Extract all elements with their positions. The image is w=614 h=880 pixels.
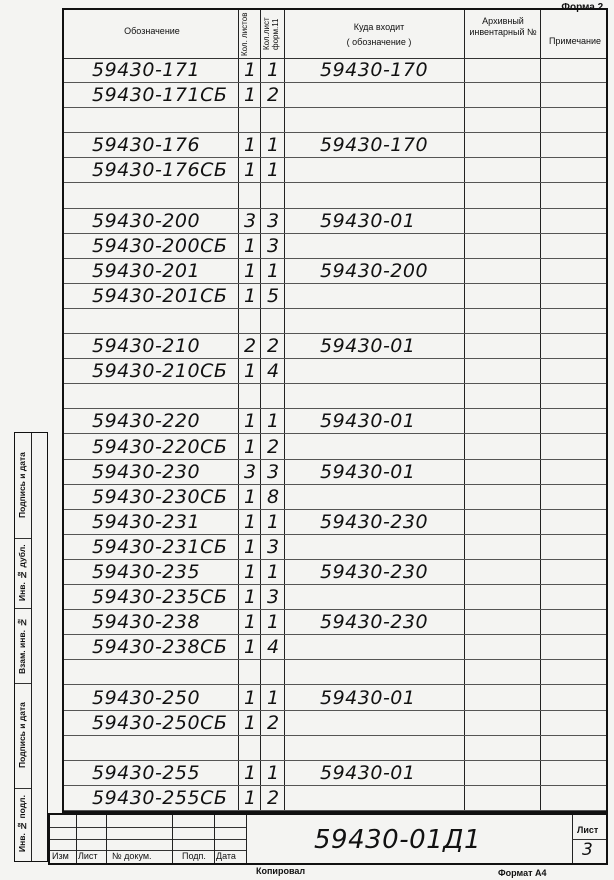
row-where-used: 59430-01 xyxy=(320,761,416,784)
stamp-col-line xyxy=(214,815,215,863)
row-designation: 59430-171СБ xyxy=(92,84,228,107)
side-label-original-inv: Инв. № подл. xyxy=(17,795,27,853)
side-label-signature-date-bottom: Подпись и дата xyxy=(17,702,27,769)
row-sheets: 1 xyxy=(244,234,257,257)
row-designation: 59430-200 xyxy=(92,209,201,232)
stamp-label-date: Дата xyxy=(216,851,236,861)
table-row xyxy=(64,83,606,108)
row-sheets: 1 xyxy=(244,786,257,809)
side-strip-divider xyxy=(31,433,32,861)
row-designation: 59430-200СБ xyxy=(92,234,228,257)
row-copies: 3 xyxy=(267,535,280,558)
row-sheets: 1 xyxy=(244,561,257,583)
row-designation: 59430-201 xyxy=(92,259,201,282)
row-designation: 59430-220СБ xyxy=(92,435,228,458)
row-copies: 1 xyxy=(267,410,280,433)
row-copies: 2 xyxy=(267,335,280,358)
table-row xyxy=(64,610,606,635)
header-sheet-count: Кол. листов xyxy=(240,12,249,56)
table-row xyxy=(64,736,606,761)
row-sheets: 1 xyxy=(244,586,257,609)
row-designation: 59430-201СБ xyxy=(92,284,228,307)
row-copies: 2 xyxy=(267,711,280,734)
row-copies: 1 xyxy=(267,686,280,709)
header-note: Примечание xyxy=(548,36,602,46)
row-sheets: 1 xyxy=(244,485,257,508)
row-copies: 2 xyxy=(267,435,280,458)
side-stamp-strip xyxy=(14,432,48,862)
row-designation: 59430-230СБ xyxy=(92,485,228,508)
table-row xyxy=(64,108,606,133)
table-row xyxy=(64,58,606,83)
table-row xyxy=(64,234,606,259)
stamp-row-line xyxy=(50,839,246,840)
title-block-stamp xyxy=(48,813,608,865)
stamp-col-line xyxy=(172,815,173,863)
row-sheets: 1 xyxy=(244,611,257,634)
row-copies: 1 xyxy=(267,761,280,784)
row-sheets: 1 xyxy=(244,284,257,307)
row-designation: 59430-238 xyxy=(92,611,201,634)
stamp-col-line xyxy=(76,815,77,863)
row-where-used: 59430-200 xyxy=(320,259,429,282)
table-row xyxy=(64,384,606,409)
row-sheets: 3 xyxy=(244,209,257,232)
table-row xyxy=(64,686,606,711)
row-sheets: 2 xyxy=(244,335,257,358)
stamp-sheet-number: 3 xyxy=(582,840,594,860)
stamp-label-signature: Подп. xyxy=(182,851,206,861)
row-designation: 59430-235СБ xyxy=(92,586,228,609)
table-row xyxy=(64,711,606,736)
table-row xyxy=(64,560,606,585)
row-where-used: 59430-170 xyxy=(320,134,429,157)
row-designation: 59430-250 xyxy=(92,686,201,709)
row-copies: 1 xyxy=(267,59,280,81)
row-copies: 3 xyxy=(267,586,280,609)
side-label-signature-date-top: Подпись и дата xyxy=(17,452,27,519)
table-row xyxy=(64,510,606,535)
row-where-used: 59430-01 xyxy=(320,460,416,483)
row-copies: 2 xyxy=(267,786,280,809)
table-row xyxy=(64,309,606,334)
row-copies: 3 xyxy=(267,460,280,483)
row-sheets: 1 xyxy=(244,410,257,433)
side-label-replace-inv: Взам. инв. № xyxy=(17,617,27,674)
stamp-row-line xyxy=(50,827,246,828)
row-sheets: 1 xyxy=(244,535,257,558)
row-where-used: 59430-01 xyxy=(320,410,416,433)
row-designation: 59430-176СБ xyxy=(92,159,228,182)
row-copies: 3 xyxy=(267,234,280,257)
row-sheets: 1 xyxy=(244,636,257,659)
header-where-used-title: Куда входит xyxy=(353,22,405,32)
table-row xyxy=(64,209,606,234)
row-sheets: 1 xyxy=(244,686,257,709)
row-designation: 59430-255 xyxy=(92,761,201,784)
row-sheets: 1 xyxy=(244,134,257,157)
table-row xyxy=(64,460,606,485)
copied-label: Копировал xyxy=(256,866,306,876)
table-row xyxy=(64,660,606,685)
row-where-used: 59430-230 xyxy=(320,510,429,533)
table-row xyxy=(64,485,606,510)
row-sheets: 1 xyxy=(244,435,257,458)
row-where-used: 59430-170 xyxy=(320,59,429,81)
row-copies: 1 xyxy=(267,510,280,533)
row-copies: 4 xyxy=(267,636,280,659)
row-where-used: 59430-230 xyxy=(320,561,429,583)
row-copies: 1 xyxy=(267,611,280,634)
row-copies: 2 xyxy=(267,84,280,107)
format-label: Формат А4 xyxy=(498,868,547,878)
row-copies: 1 xyxy=(267,259,280,282)
row-designation: 59430-210СБ xyxy=(92,360,228,383)
row-designation: 59430-250СБ xyxy=(92,711,228,734)
row-designation: 59430-255СБ xyxy=(92,786,228,809)
row-sheets: 1 xyxy=(244,761,257,784)
row-sheets: 1 xyxy=(244,360,257,383)
row-where-used: 59430-01 xyxy=(320,209,416,232)
row-designation: 59430-220 xyxy=(92,410,201,433)
row-designation: 59430-171 xyxy=(92,59,201,81)
row-designation: 59430-231СБ xyxy=(92,535,228,558)
table-row xyxy=(64,409,606,434)
row-where-used: 59430-01 xyxy=(320,686,416,709)
stamp-label-change: Изм xyxy=(52,851,69,861)
row-designation: 59430-176 xyxy=(92,134,201,157)
row-designation: 59430-235 xyxy=(92,561,201,583)
row-copies: 4 xyxy=(267,360,280,383)
table-row xyxy=(64,786,606,811)
table-row xyxy=(64,259,606,284)
row-designation: 59430-210 xyxy=(92,335,201,358)
table-row xyxy=(64,585,606,610)
row-sheets: 3 xyxy=(244,460,257,483)
stamp-label-sheet: Лист xyxy=(78,851,98,861)
header-where-used xyxy=(294,22,464,48)
row-copies: 1 xyxy=(267,159,280,182)
row-sheets: 1 xyxy=(244,259,257,282)
stamp-col-line xyxy=(106,815,107,863)
row-sheets: 1 xyxy=(244,59,257,81)
row-designation: 59430-230 xyxy=(92,460,201,483)
row-sheets: 1 xyxy=(244,159,257,182)
row-sheets: 1 xyxy=(244,84,257,107)
table-row xyxy=(64,535,606,560)
table-row xyxy=(64,334,606,359)
table-row xyxy=(64,761,606,786)
row-copies: 1 xyxy=(267,561,280,583)
header-where-used-sub: ( обозначение ) xyxy=(346,37,412,47)
table-row xyxy=(64,284,606,309)
row-designation: 59430-238СБ xyxy=(92,636,228,659)
stamp-divider xyxy=(246,815,247,863)
side-label-dup-inv: Инв. № дубл. xyxy=(17,544,27,602)
header-designation: Обозначение xyxy=(124,26,180,36)
row-sheets: 1 xyxy=(244,711,257,734)
stamp-sheet-label: Лист xyxy=(577,825,599,835)
table-row xyxy=(64,435,606,460)
form-label: Форма 2. xyxy=(561,2,606,13)
document-number: 59430-01Д1 xyxy=(314,825,482,855)
row-copies: 8 xyxy=(267,485,280,508)
row-copies: 5 xyxy=(267,284,280,307)
table-row xyxy=(64,133,606,158)
row-where-used: 59430-230 xyxy=(320,611,429,634)
row-copies: 3 xyxy=(267,209,280,232)
row-where-used: 59430-01 xyxy=(320,335,416,358)
row-copies: 1 xyxy=(267,134,280,157)
table-row xyxy=(64,359,606,384)
table-row xyxy=(64,635,606,660)
specification-table xyxy=(62,8,608,813)
stamp-label-doc-number: № докум. xyxy=(112,851,152,861)
table-row xyxy=(64,158,606,183)
header-archive-inv: Архивный инвентарный № xyxy=(469,16,537,37)
row-designation: 59430-231 xyxy=(92,510,201,533)
table-row xyxy=(64,184,606,209)
row-sheets: 1 xyxy=(244,510,257,533)
header-copy-count: Кол.лист форм.11 xyxy=(262,17,280,51)
